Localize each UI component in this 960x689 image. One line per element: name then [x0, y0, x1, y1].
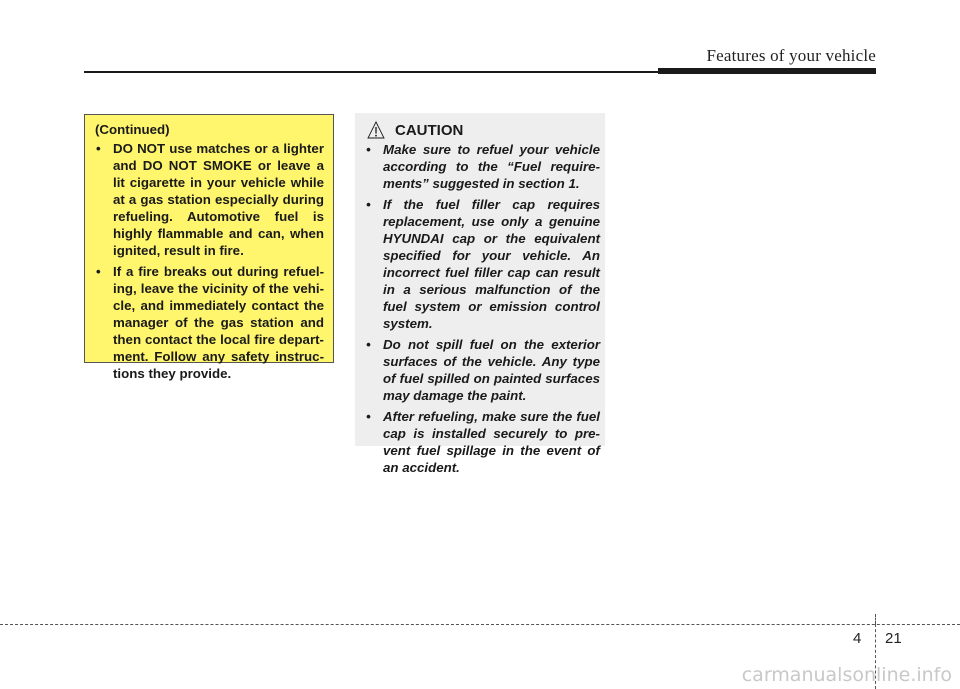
warning-bullet-1: • DO NOT use matches or a lighter and DO NOT SMOKE or leave a lit cigarette in your vehicle while at a gas station especially during refueling. Automotive fuel is highly flammable and can, when ignited, result in fire. — [93, 140, 324, 259]
page-chapter-number: 4 — [853, 630, 862, 647]
caution-bullet-2: • If the fuel filler cap requires replacement, use only a genuine HYUNDAI cap or the equivalent specified for your vehicle. An incorrect fuel filler cap can result in a serious malfunction of the fuel system or emission control system. — [363, 196, 600, 332]
continued-label: (Continued) — [95, 122, 170, 137]
caution-bullet-4: • After refueling, make sure the fuel cap is installed securely to pre-vent fuel spillage in the event of an accident. — [363, 408, 600, 476]
footer-vertical-divider-top — [875, 614, 876, 624]
warning-box — [84, 114, 334, 381]
caution-bullet-list — [363, 141, 600, 476]
page-number: 21 — [885, 630, 902, 647]
caution-box — [355, 113, 605, 475]
watermark: carmanualsonline.info — [741, 664, 952, 686]
header-rule — [84, 71, 660, 73]
caution-heading — [367, 121, 600, 139]
caution-bullet-1: • Make sure to refuel your vehicle according to the “Fuel require-ments” suggested in section 1. — [363, 141, 600, 192]
header-title: Features of your vehicle — [706, 46, 876, 65]
warning-triangle-icon — [367, 121, 385, 139]
footer-divider — [0, 624, 960, 625]
caution-title: CAUTION — [395, 121, 464, 139]
caution-bullet-3: • Do not spill fuel on the exterior surfaces of the vehicle. Any type of fuel spilled on painted surfaces may damage the paint. — [363, 336, 600, 404]
warning-bullet-list — [93, 140, 324, 382]
header-rule-accent — [658, 68, 876, 74]
warning-bullet-2: • If a fire breaks out during refuel-ing, leave the vicinity of the vehi-cle, and immediately contact the manager of the gas station and then contact the local fire depart-ment. Follow any safety instruc-tions they provide. — [93, 263, 324, 382]
